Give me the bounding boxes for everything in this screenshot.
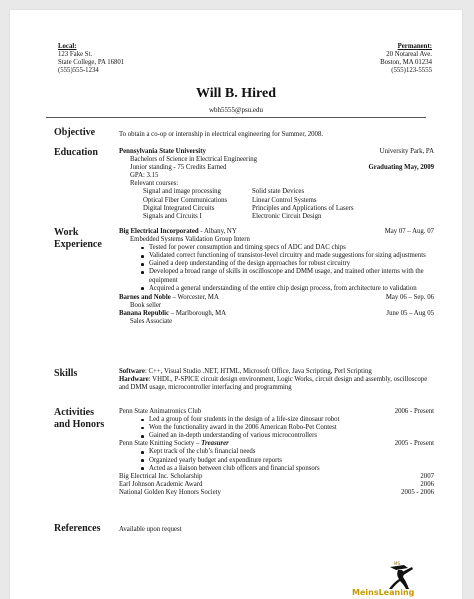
honor-dates: 2007: [420, 472, 434, 480]
education-section: [119, 148, 434, 221]
software-label: Software: [119, 368, 145, 375]
work-heading-line: Work: [54, 227, 79, 238]
hardware-label: Hardware: [119, 376, 149, 384]
activities-heading: [54, 407, 104, 431]
work-section: [119, 228, 434, 326]
employer-location: – Worcester, MA: [170, 293, 219, 301]
graduate-logo: [346, 559, 446, 597]
list-item: Led a group of four students in the design of a life-size dinosaur robot: [141, 416, 434, 424]
club-name: Penn State Animatronics Club: [119, 408, 202, 415]
objective-section: [119, 131, 434, 139]
logo-top-text: MS: [394, 561, 400, 566]
list-item: Kept track of the club’s financial needs: [141, 448, 434, 456]
list-item: Tested for power consumption and timing specs of ADC and DAC chips: [141, 244, 434, 252]
club-role: Treasurer: [201, 440, 229, 448]
club-dates: 2005 - Present: [394, 440, 434, 448]
job-title: Sales Associate: [130, 318, 173, 326]
local-line: (555)555-1234: [58, 67, 99, 75]
course-item: Solid state Devices: [252, 188, 305, 196]
software-text: : C++, Visual Studio .NET, HTML, Microsoft Office, Java Scripting, Perl Scripting: [144, 368, 372, 375]
club-name: Penn State Knitting Society: [119, 440, 195, 448]
honor-dates: 2006: [420, 480, 434, 488]
activities-heading-line: Activities: [54, 407, 94, 418]
list-item: Organized yearly budget and expenditure reports: [141, 457, 434, 465]
job-title: Embedded Systems Validation Group Intern: [130, 236, 250, 244]
permanent-label: Permanent:: [397, 43, 432, 50]
course-item: Signals and Circuits I: [143, 212, 202, 220]
course-item: Digital Integrated Circuits: [143, 204, 215, 212]
list-item: Validated correct functioning of transistor-level circuitry and made suggestions for sizing adjustments: [141, 252, 434, 260]
objective-heading: Objective: [54, 127, 96, 138]
club-dates: 2006 - Present: [394, 408, 434, 415]
local-address: [58, 43, 124, 75]
list-item: Developed a broad range of skills in oscilloscope and DMM usage, and trained other interns with the equipment: [141, 268, 434, 284]
employer-name: Barnes and Noble: [119, 293, 171, 301]
permanent-address: [380, 43, 432, 75]
references-text: Available upon request: [119, 526, 182, 533]
job-dates: May 06 – Sep. 06: [385, 293, 434, 301]
permanent-line: 20 Notareal Ave.: [386, 51, 432, 59]
education-heading: Education: [54, 147, 98, 158]
objective-text: To obtain a co-op or internship in electrical engineering for Summer, 2008.: [119, 131, 324, 138]
school-location: University Park, PA: [379, 148, 434, 155]
honor-name: National Golden Key Honors Society: [119, 488, 221, 496]
list-item: Acted as a liaison between club officers and financial sponsors: [141, 465, 434, 473]
permanent-line: (555)123-5555: [391, 67, 432, 75]
course-item: Electronic Circuit Design: [252, 212, 322, 220]
degree: Bachelors of Science in Electrical Engineering: [130, 156, 258, 164]
gpa: GPA: 3.15: [130, 172, 159, 180]
club-bullets: [119, 416, 434, 440]
school-name: Pennsylvania State University: [119, 148, 206, 155]
course-item: Signal and image processing: [143, 188, 221, 196]
courses-list: [119, 188, 434, 220]
work-heading: [54, 227, 102, 251]
resume-page: [10, 10, 462, 599]
logo-bottom-text: MeinsLeaning: [352, 588, 415, 597]
local-label: Local:: [58, 43, 77, 50]
job-bullets: [119, 244, 434, 293]
courses-label: Relevant courses:: [130, 180, 179, 188]
work-heading-line: Experience: [54, 239, 102, 250]
list-item: Won the functionality award in the 2006 American Robo-Pet Contest: [141, 424, 434, 432]
permanent-line: Boston, MA 01234: [380, 59, 432, 67]
activities-heading-line: and Honors: [54, 419, 105, 430]
graduation-date: Graduating May, 2009: [368, 164, 434, 172]
course-item: Optical Fiber Communications: [143, 196, 228, 204]
local-line: 123 Fake St.: [58, 51, 93, 59]
header-divider: [46, 117, 426, 118]
employer-location: - Albany, NY: [198, 228, 237, 235]
honor-dates: 2005 - 2006: [401, 488, 434, 496]
references-section: [119, 526, 434, 534]
job-dates: May 07 – Aug. 07: [384, 228, 434, 235]
employer-name: Banana Republic: [119, 309, 170, 317]
job-dates: June 05 – Aug 05: [386, 309, 434, 317]
skills-heading: Skills: [54, 368, 78, 379]
standing: Junior standing - 75 Credits Earned: [130, 164, 227, 172]
course-item: Linear Control Systems: [252, 196, 317, 204]
applicant-name: Will B. Hired: [196, 86, 276, 101]
honor-name: Big Electrical Inc. Scholarship: [119, 472, 203, 480]
club-bullets: [119, 448, 434, 472]
job-title: Book seller: [130, 301, 162, 309]
list-item: Acquired a general understanding of the entire chip design process, from architecture to validation: [141, 285, 434, 293]
employer-location: – Marlborough, MA: [169, 309, 227, 317]
employer-name: Big Electrical Incorporated: [119, 228, 199, 235]
list-item: Gained an in-depth understanding of various microcontrollers: [141, 432, 434, 440]
hardware-text: : VHDL, P-SPICE circuit design environment, Logic Works, circuit design and assembly, oscilloscope and DMM usage, microcontroller interfacing and programming: [119, 376, 428, 392]
activities-section: Penn State Animatronics Club 2006 - Present Led a group of four students in the design of a life-size dinosaur robot Won the functionality award in the 2006 American Robo-Pet Contest Gained an in-depth understanding of various microcontrollers Penn State Knitting Society – Treasurer 2005 - Present Kept track of the club’s financial needs Organized yearly budget and expenditure reports Acted as a liaison between club officers and financial sponsors Big Electrical Inc. Scholarship 2007 Earl Johnson Academic Award 2006 National Golden Key Honors Society 2005 - 2006: [119, 408, 434, 496]
course-item: Principles and Applications of Lasers: [252, 204, 354, 212]
skills-section: [119, 368, 434, 392]
honor-name: Earl Johnson Academic Award: [119, 480, 203, 488]
references-heading: References: [54, 523, 101, 534]
list-item: Gained a deep understanding of the design approaches for robust circuitry: [141, 260, 434, 268]
email-address: wbh5555@psu.edu: [208, 106, 264, 114]
local-line: State College, PA 16801: [58, 59, 125, 67]
